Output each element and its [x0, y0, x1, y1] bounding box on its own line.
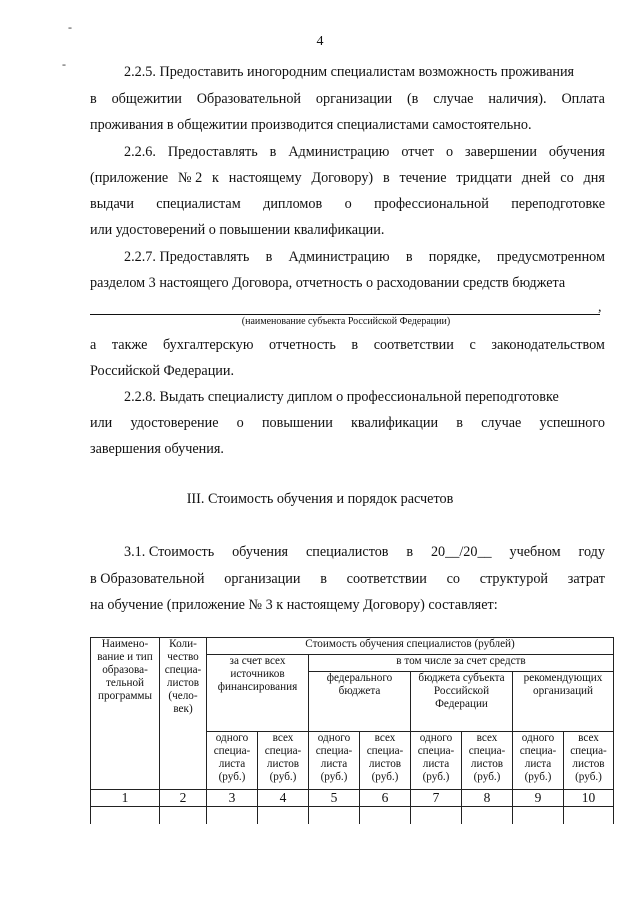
word: обучения — [232, 544, 289, 560]
word: соответствии — [373, 337, 454, 353]
word: дня — [583, 170, 605, 186]
word: также — [111, 337, 148, 353]
header-per-one: одного специа-листа (руб.) — [411, 732, 462, 790]
p228-line3: завершения обучения. — [90, 441, 224, 457]
p31-line2 — [90, 571, 605, 587]
word: или — [90, 415, 113, 431]
empty-cell — [309, 807, 360, 824]
word: успешного — [539, 415, 605, 431]
column-number: 1 — [91, 790, 160, 807]
word: наличия). — [488, 91, 547, 107]
word: обучения — [548, 144, 605, 160]
word: с — [469, 337, 476, 353]
word: в — [320, 571, 327, 587]
word: дней — [521, 170, 551, 186]
word: со — [446, 571, 460, 587]
word: (приложение — [90, 170, 169, 186]
empty-cell — [160, 807, 207, 824]
word: № 2 — [178, 170, 203, 186]
p227-line2: разделом 3 настоящего Договора, отчетность о расходовании средств бюджета — [90, 275, 566, 291]
word: квалификации — [351, 415, 439, 431]
word: 3.1. Стоимость — [124, 544, 215, 560]
word: в — [382, 170, 390, 186]
word: 20__/20__ — [430, 544, 492, 560]
word: Администрацию — [288, 249, 390, 265]
column-number: 8 — [462, 790, 513, 807]
empty-cell — [462, 807, 513, 824]
word: Администрацию — [288, 144, 390, 160]
word: затрат — [567, 571, 605, 587]
word: выдачи — [90, 196, 134, 212]
word: в — [405, 249, 413, 265]
subject-name-blank-line — [90, 314, 600, 315]
word: о — [344, 196, 352, 212]
p31-line1 — [124, 544, 605, 560]
empty-cell — [360, 807, 411, 824]
word: тридцати — [456, 170, 512, 186]
word: в Образовательной — [90, 571, 205, 587]
word: к — [212, 170, 219, 186]
word: Договору) — [311, 170, 374, 186]
word: повышении — [261, 415, 333, 431]
header-cost: Стоимость обучения специалистов (рублей) — [207, 638, 614, 655]
header-per-one: одного специа-листа (руб.) — [309, 732, 360, 790]
word: соответствии — [346, 571, 427, 587]
word: в — [90, 91, 97, 107]
word: в — [351, 337, 359, 353]
word: в — [456, 415, 463, 431]
word: течение — [399, 170, 447, 186]
empty-cell — [513, 807, 564, 824]
header-federal: федерального бюджета — [309, 672, 411, 732]
p227-line1 — [124, 249, 605, 265]
column-number: 4 — [258, 790, 309, 807]
header-program: Наимено-вание и тип образова-тельной программы — [91, 638, 160, 790]
word: о — [446, 144, 454, 160]
word: в — [265, 249, 273, 265]
word: в — [406, 544, 414, 560]
column-number: 5 — [309, 790, 360, 807]
word: законодательством — [491, 337, 605, 353]
p225-line2 — [90, 91, 605, 107]
word: переподготовке — [511, 196, 605, 212]
word: случае — [433, 91, 474, 107]
p227-line3 — [90, 337, 605, 353]
p226-line3 — [90, 196, 605, 212]
word: удостоверение — [130, 415, 219, 431]
header-including: в том числе за счет средств — [309, 655, 614, 672]
column-number: 2 — [160, 790, 207, 807]
page-number: 4 — [316, 34, 324, 49]
empty-cell — [258, 807, 309, 824]
word: Образовательной — [196, 91, 302, 107]
word: Предоставлять — [167, 144, 258, 160]
word: специалистам — [156, 196, 241, 212]
column-number: 10 — [564, 790, 614, 807]
p225-line1: 2.2.5. Предоставить иногородним специалистам возможность проживания — [124, 64, 575, 80]
header-per-one: одного специа-листа (руб.) — [513, 732, 564, 790]
cost-table — [90, 637, 614, 824]
p226-line4: или удостоверений о повышении квалификации. — [90, 222, 385, 238]
word: в — [269, 144, 277, 160]
word: учебном — [509, 544, 561, 560]
p226-line2 — [90, 170, 605, 186]
header-regional: бюджета субъекта Российской Федерации — [411, 672, 513, 732]
header-per-all: всех специа-листов (руб.) — [462, 732, 513, 790]
empty-cell — [411, 807, 462, 824]
header-all-sources: за счет всех источников финансирования — [207, 655, 309, 732]
header-per-one: одного специа-листа (руб.) — [207, 732, 258, 790]
column-number: 9 — [513, 790, 564, 807]
word: бухгалтерскую — [162, 337, 254, 353]
p31-line3: на обучение (приложение № 3 к настоящему Договору) составляет: — [90, 597, 498, 613]
word: отчет — [401, 144, 435, 160]
empty-cell — [564, 807, 614, 824]
margin-mark-second: - — [62, 57, 66, 71]
word: дипломов — [263, 196, 323, 212]
word: случае — [481, 415, 522, 431]
header-per-all: всех специа-листов (руб.) — [564, 732, 614, 790]
word: отчетность — [269, 337, 336, 353]
p227-line4: Российской Федерации. — [90, 363, 235, 379]
empty-cell — [91, 807, 160, 824]
word: общежитии — [111, 91, 182, 107]
margin-mark-top: - — [68, 20, 72, 34]
word: Оплата — [561, 91, 605, 107]
header-count: Коли-чество специа-листов (чело-век) — [160, 638, 207, 790]
column-number: 3 — [207, 790, 258, 807]
word: со — [560, 170, 574, 186]
word: организации — [224, 571, 301, 587]
p225-line3: проживания в общежитии производится специалистами самостоятельно. — [90, 117, 532, 133]
word: профессиональной — [374, 196, 489, 212]
subject-name-caption: (наименование субъекта Российской Федерации) — [241, 316, 451, 327]
column-number: 6 — [360, 790, 411, 807]
word: о — [236, 415, 244, 431]
word: порядке, — [428, 249, 481, 265]
header-per-all: всех специа-листов (руб.) — [258, 732, 309, 790]
word: а — [90, 337, 97, 353]
empty-cell — [207, 807, 258, 824]
section-heading: III. Стоимость обучения и порядок расчетов — [186, 491, 454, 507]
word: структурой — [479, 571, 549, 587]
word: завершении — [465, 144, 537, 160]
column-number: 7 — [411, 790, 462, 807]
header-org: рекомендующих организаций — [513, 672, 614, 732]
p226-line1 — [124, 144, 605, 160]
word: настоящему — [228, 170, 302, 186]
word: году — [578, 544, 605, 560]
word: предусмотренном — [496, 249, 605, 265]
word: организации — [315, 91, 393, 107]
p228-line2 — [90, 415, 605, 431]
header-per-all: всех специа-листов (руб.) — [360, 732, 411, 790]
word: (в — [406, 91, 419, 107]
subject-name-comma: , — [598, 300, 602, 315]
word: 2.2.7. Предоставлять — [124, 249, 250, 265]
p228-line1: 2.2.8. Выдать специалисту диплом о профессиональной переподготовке — [124, 389, 559, 405]
word: специалистов — [305, 544, 389, 560]
word: 2.2.6. — [124, 144, 156, 160]
